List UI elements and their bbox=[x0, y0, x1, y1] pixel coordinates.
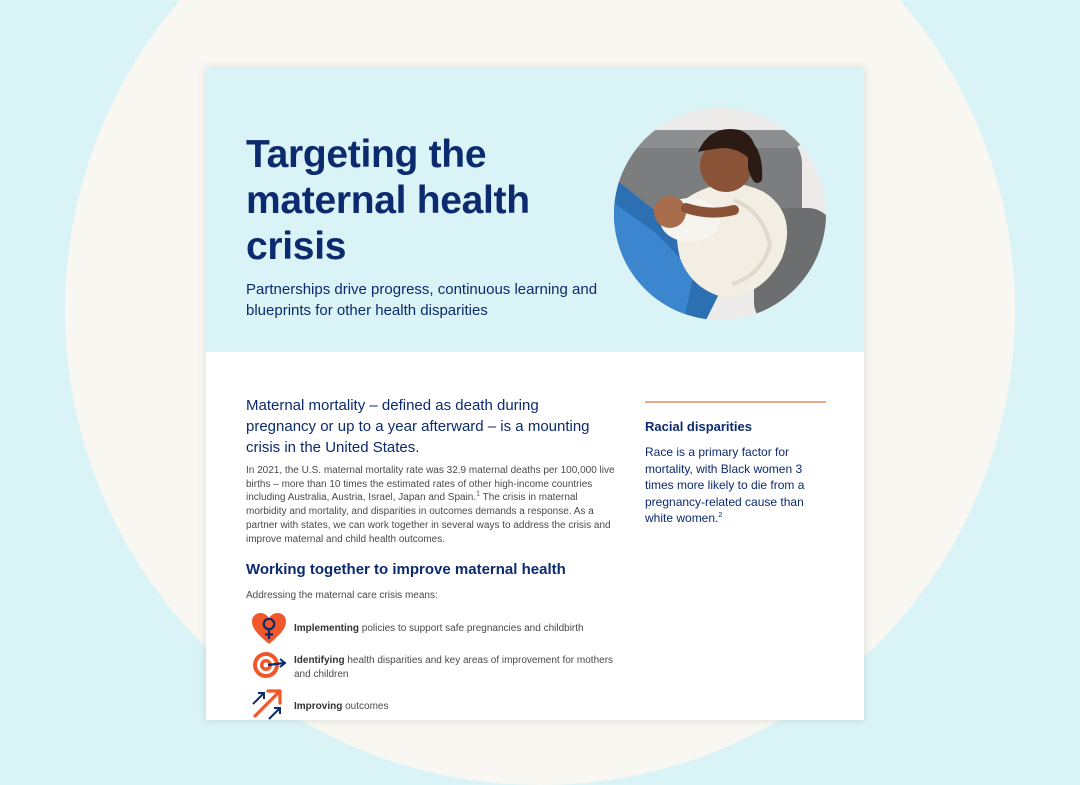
page-title: Targeting the maternal health crisis bbox=[246, 133, 530, 268]
list-item-rest: health disparities and key areas of improvement for mothers and children bbox=[294, 655, 614, 680]
section-title: Working together to improve maternal health bbox=[246, 561, 566, 578]
list-item-text bbox=[294, 654, 614, 681]
sidebar-title: Racial disparities bbox=[645, 419, 752, 434]
sidebar-text bbox=[645, 444, 820, 527]
page-subtitle: Partnerships drive progress, continuous learning and blueprints for other health disparities bbox=[246, 281, 598, 319]
list-item-bold: Identifying bbox=[294, 655, 345, 666]
list-item-rest: outcomes bbox=[342, 701, 389, 712]
document-page bbox=[206, 68, 864, 720]
sidebar-text-body: Race is a primary factor for mortality, with Black women 3 times more likely to die from a pregnancy-related cause than white women. bbox=[645, 445, 805, 526]
list-item-text bbox=[294, 700, 614, 714]
photo-illustration bbox=[614, 108, 826, 320]
footnote-ref-2: 2 bbox=[718, 512, 723, 520]
list-item-bold: Improving bbox=[294, 701, 343, 712]
list-item-bold: Implementing bbox=[294, 623, 360, 634]
section-intro: Addressing the maternal care crisis means: bbox=[246, 590, 438, 601]
heart-female-icon bbox=[251, 612, 287, 646]
hero-banner bbox=[206, 68, 864, 352]
target-icon bbox=[251, 648, 287, 682]
mother-and-baby-photo bbox=[614, 108, 826, 320]
list-item-text bbox=[294, 622, 614, 636]
body-text-part1: In 2021, the U.S. maternal mortality rate was 32.9 maternal deaths per 100,000 live births – more than 10 times the estimated rates of other high-income countries including Australia, Austria, Israel, Japan and Spain. bbox=[246, 465, 615, 504]
sidebar-divider bbox=[645, 401, 826, 403]
arrows-up-icon bbox=[251, 686, 287, 720]
body-paragraph bbox=[246, 464, 621, 546]
footnote-ref-1: 1 bbox=[476, 491, 481, 499]
lede-paragraph: Maternal mortality – defined as death during pregnancy or up to a year afterward – is a mounting crisis in the United States. bbox=[246, 397, 590, 456]
body-text-part2: The crisis in maternal morbidity and mortality, and disparities in outcomes demands a response. As a partner with states, we can work together in several ways to address the crisis and improve maternal and child health outcomes. bbox=[246, 492, 611, 545]
list-item-rest: policies to support safe pregnancies and childbirth bbox=[359, 623, 584, 634]
